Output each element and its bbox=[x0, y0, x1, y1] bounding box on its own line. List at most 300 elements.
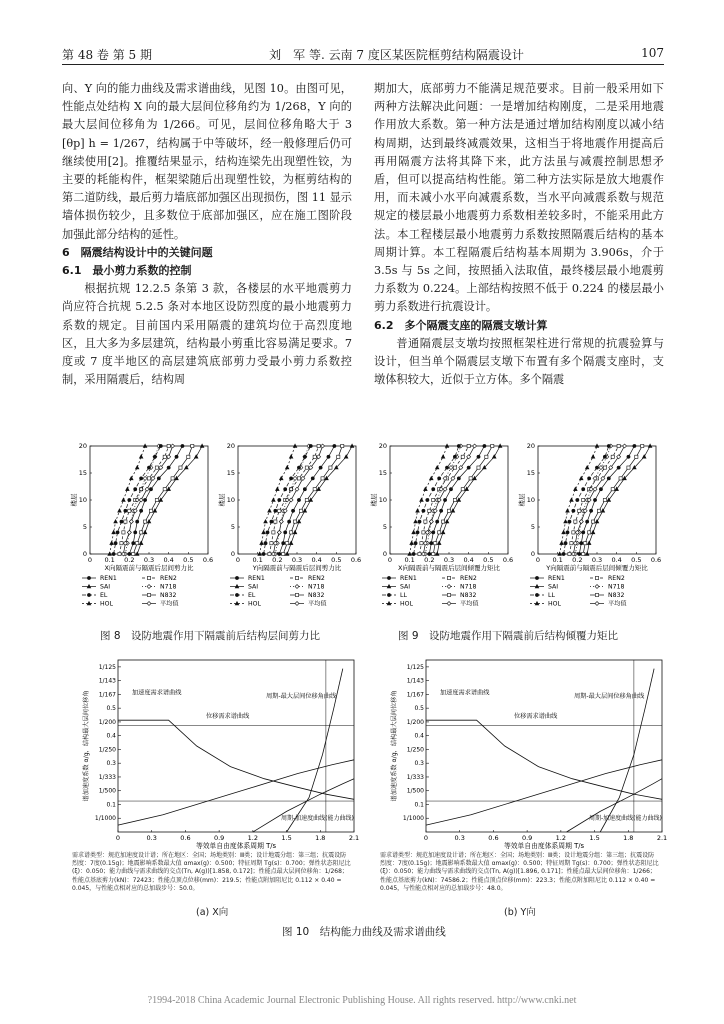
data-point bbox=[134, 488, 137, 491]
data-point bbox=[279, 520, 283, 524]
x-tick-label: 1.5 bbox=[589, 834, 600, 842]
data-point bbox=[420, 498, 424, 501]
y-tick-label: 1/250 bbox=[406, 746, 424, 754]
x-tick-label: 1.5 bbox=[281, 834, 292, 842]
data-point bbox=[420, 542, 423, 545]
x-tick-label: 0.2 bbox=[124, 556, 135, 564]
data-point bbox=[599, 466, 603, 470]
data-point bbox=[272, 531, 275, 534]
y-tick-label: 0.4 bbox=[414, 732, 424, 740]
y-tick-label: 20 bbox=[78, 442, 87, 451]
x-tick-label: 0 bbox=[235, 556, 241, 564]
data-point bbox=[430, 542, 433, 545]
figure-10-caption: 图 10 结构能力曲线及需求谱曲线 bbox=[282, 926, 446, 938]
legend-label: 平均值 bbox=[308, 600, 327, 608]
legend-label: N718 bbox=[608, 583, 625, 591]
data-point bbox=[285, 466, 289, 469]
legend-marker bbox=[447, 602, 451, 606]
y-tick-label: 0 bbox=[230, 550, 235, 559]
data-point bbox=[416, 509, 420, 512]
data-point bbox=[485, 455, 488, 458]
data-point bbox=[278, 552, 281, 555]
y-tick-label: 0 bbox=[382, 550, 387, 559]
data-point bbox=[587, 541, 591, 544]
data-point bbox=[426, 498, 429, 501]
data-point bbox=[163, 455, 166, 458]
legend-marker bbox=[447, 576, 450, 579]
data-point bbox=[321, 477, 324, 480]
data-point bbox=[122, 531, 125, 534]
legend-marker bbox=[87, 593, 90, 596]
legend-marker bbox=[295, 585, 299, 589]
data-point bbox=[114, 542, 117, 545]
data-point bbox=[127, 530, 131, 534]
data-point bbox=[590, 509, 593, 512]
data-point bbox=[128, 509, 131, 512]
y-tick-label: 1/200 bbox=[98, 718, 116, 726]
data-point bbox=[593, 498, 596, 501]
data-point bbox=[327, 455, 330, 458]
y-tick-label: 1/500 bbox=[406, 787, 424, 795]
section-heading: 6.2 多个隔震支座的隔震支墩计算 bbox=[374, 318, 548, 332]
copyright-footer: ?1994-2018 China Academic Journal Electronic Publishing House. All rights reserved. http://www.cnki.net bbox=[147, 995, 577, 1006]
data-point bbox=[453, 455, 456, 458]
data-point bbox=[477, 466, 480, 469]
story-chart bbox=[517, 442, 661, 608]
legend-marker bbox=[387, 593, 390, 596]
data-point bbox=[449, 488, 452, 491]
data-point bbox=[187, 455, 190, 458]
data-point bbox=[442, 520, 445, 523]
data-point bbox=[492, 455, 496, 458]
header-rule bbox=[62, 64, 664, 65]
section-heading: 6 隔震结构设计中的关键问题 bbox=[62, 245, 213, 259]
right-column bbox=[374, 80, 664, 389]
data-point bbox=[114, 520, 118, 523]
data-point bbox=[432, 552, 435, 555]
legend-marker bbox=[535, 576, 538, 579]
data-point bbox=[451, 509, 455, 512]
data-point bbox=[139, 455, 143, 458]
story-chart bbox=[369, 442, 513, 608]
x-tick-label: 0.3 bbox=[146, 834, 157, 842]
data-point bbox=[136, 542, 139, 545]
data-point bbox=[429, 520, 433, 524]
legend-label: REN2 bbox=[460, 575, 477, 583]
data-point bbox=[153, 509, 157, 512]
data-point bbox=[436, 520, 439, 523]
data-point bbox=[274, 520, 277, 523]
data-point bbox=[289, 541, 293, 544]
data-point bbox=[584, 542, 587, 545]
data-point bbox=[260, 541, 264, 544]
data-point bbox=[412, 552, 415, 555]
legend-marker bbox=[447, 593, 450, 596]
data-point bbox=[120, 542, 123, 545]
x-tick-label: 0.9 bbox=[521, 834, 533, 842]
x-axis-label: Y向隔震前与隔震后层间倾覆力矩比 bbox=[546, 564, 648, 572]
data-point bbox=[580, 542, 583, 545]
x-tick-label: 0.5 bbox=[483, 556, 494, 564]
y-tick-label: 10 bbox=[378, 496, 387, 505]
figure-10-svg bbox=[62, 654, 668, 854]
legend-label: SAI bbox=[400, 583, 411, 591]
data-point bbox=[276, 487, 280, 490]
x-tick-label: 0.3 bbox=[143, 556, 155, 564]
data-point bbox=[588, 531, 591, 534]
data-point bbox=[140, 477, 143, 480]
y-tick-label: 5 bbox=[230, 523, 235, 532]
legend-label: EL bbox=[248, 592, 256, 600]
data-point bbox=[136, 520, 139, 523]
data-point bbox=[303, 488, 306, 491]
data-point bbox=[461, 488, 464, 491]
legend-label: 平均值 bbox=[460, 600, 479, 608]
data-point bbox=[262, 552, 265, 555]
data-point bbox=[418, 520, 421, 523]
y-tick-label: 0.5 bbox=[414, 705, 424, 713]
data-point bbox=[313, 455, 316, 458]
legend-label: N832 bbox=[308, 592, 325, 600]
data-point bbox=[432, 498, 435, 501]
data-point bbox=[597, 509, 600, 512]
data-point bbox=[633, 444, 636, 447]
data-point bbox=[579, 476, 583, 479]
data-point bbox=[134, 531, 137, 534]
legend-label: N832 bbox=[160, 592, 177, 600]
data-point bbox=[434, 542, 437, 545]
data-point bbox=[447, 509, 450, 512]
data-point bbox=[617, 466, 620, 469]
plot-frame bbox=[118, 660, 354, 832]
data-point bbox=[155, 498, 158, 501]
data-point bbox=[290, 531, 293, 534]
data-point bbox=[578, 509, 581, 512]
capacity-chart bbox=[82, 660, 359, 850]
data-point bbox=[293, 520, 296, 523]
data-point bbox=[278, 498, 281, 501]
data-point bbox=[124, 509, 127, 512]
data-point bbox=[595, 520, 599, 523]
x-tick-label: 0.2 bbox=[272, 556, 283, 564]
data-point bbox=[128, 552, 131, 555]
data-point bbox=[469, 477, 472, 480]
legend-label: REN2 bbox=[160, 575, 177, 583]
data-point bbox=[319, 466, 322, 469]
data-point bbox=[562, 530, 566, 533]
y-tick-label: 20 bbox=[526, 442, 535, 451]
series-line-加速度需求谱曲线 bbox=[118, 720, 354, 799]
data-point bbox=[135, 466, 139, 469]
article-running-title: 刘 军 等. 云南 7 度区某医院框剪结构隔震设计 bbox=[269, 48, 524, 62]
x-tick-label: 0.6 bbox=[350, 556, 362, 564]
x-tick-label: 0 bbox=[87, 556, 93, 564]
running-header bbox=[62, 46, 664, 63]
x-tick-label: 0 bbox=[423, 834, 429, 842]
data-point bbox=[264, 520, 268, 523]
data-point bbox=[449, 466, 453, 470]
y-tick-label: 1/250 bbox=[98, 746, 116, 754]
curve-label-disp: 位移需求谱曲线 bbox=[206, 713, 250, 721]
data-point bbox=[428, 509, 431, 512]
section-heading: 6.1 最小剪力系数的控制 bbox=[62, 264, 192, 278]
x-tick-label: 2.1 bbox=[348, 834, 360, 842]
x-tick-label: 0.3 bbox=[443, 556, 455, 564]
data-point bbox=[428, 552, 431, 555]
legend-label: SAI bbox=[248, 583, 259, 591]
legend-marker bbox=[147, 593, 150, 596]
data-point bbox=[149, 509, 152, 512]
x-tick-label: 0 bbox=[115, 834, 121, 842]
data-point bbox=[341, 444, 344, 447]
data-point bbox=[139, 498, 143, 502]
y-tick-label: 1/125 bbox=[406, 663, 424, 671]
curve-label-accel: 加速度需求谱曲线 bbox=[132, 689, 182, 697]
data-point bbox=[143, 530, 147, 533]
x-tick-label: 0.4 bbox=[311, 556, 322, 564]
y-tick-label: 1/167 bbox=[98, 691, 116, 699]
legend-label: 平均值 bbox=[160, 600, 179, 608]
legend-marker bbox=[595, 585, 599, 589]
x-tick-label: 0.9 bbox=[213, 834, 225, 842]
data-point bbox=[424, 520, 427, 523]
y-tick-label: 15 bbox=[378, 469, 387, 478]
legend-label: HOL bbox=[548, 600, 561, 608]
data-point bbox=[623, 444, 627, 448]
capacity-chart bbox=[390, 660, 667, 850]
x-axis-label: Y向隔震前与隔震后层间剪力比 bbox=[252, 564, 342, 572]
data-point bbox=[422, 509, 425, 512]
data-point bbox=[112, 530, 116, 533]
data-point bbox=[582, 488, 585, 491]
y-axis-label: 楼层 bbox=[518, 493, 526, 507]
y-tick-label: 5 bbox=[82, 523, 87, 532]
y-tick-label: 1/125 bbox=[98, 663, 116, 671]
data-point bbox=[416, 531, 419, 534]
data-point bbox=[438, 477, 441, 480]
legend-marker bbox=[147, 602, 151, 606]
data-point bbox=[441, 455, 445, 458]
data-point bbox=[641, 444, 644, 447]
data-point bbox=[317, 444, 320, 447]
data-point bbox=[443, 498, 446, 501]
data-point bbox=[344, 455, 348, 458]
y-axis-label: 谱加速度系数 α/g，结构最大层间位移角 bbox=[391, 690, 398, 802]
data-point bbox=[574, 487, 578, 490]
data-point bbox=[603, 455, 606, 458]
data-point bbox=[586, 520, 589, 523]
data-point bbox=[461, 455, 464, 458]
journal-volume: 第 48 卷 第 5 期 bbox=[62, 48, 152, 62]
data-point bbox=[288, 520, 291, 523]
data-point bbox=[110, 541, 114, 544]
legend-label: SAI bbox=[100, 583, 111, 591]
data-point bbox=[418, 552, 421, 555]
figure-10a-sublabel: (a) X向 bbox=[196, 907, 229, 918]
y-tick-label: 1/143 bbox=[98, 677, 116, 685]
data-point bbox=[122, 498, 126, 501]
legend-label: REN2 bbox=[308, 575, 325, 583]
data-point bbox=[297, 477, 300, 480]
data-point bbox=[274, 509, 277, 512]
data-point bbox=[566, 509, 570, 512]
legend-marker bbox=[295, 576, 298, 579]
data-point bbox=[424, 487, 428, 490]
legend-marker bbox=[235, 593, 238, 596]
figure-8-9-row bbox=[62, 432, 664, 642]
legend-marker bbox=[295, 602, 299, 606]
y-tick-label: 10 bbox=[78, 496, 87, 505]
data-point bbox=[112, 552, 115, 555]
data-point bbox=[147, 477, 150, 480]
x-tick-label: 1.8 bbox=[315, 834, 326, 842]
x-tick-label: 0.2 bbox=[424, 556, 435, 564]
data-point bbox=[313, 488, 316, 491]
legend-label: 平均值 bbox=[608, 600, 627, 608]
x-tick-label: 0.1 bbox=[252, 556, 263, 564]
data-point bbox=[279, 476, 283, 479]
data-point bbox=[578, 552, 581, 555]
data-point bbox=[422, 531, 425, 534]
data-point bbox=[293, 476, 297, 480]
data-point bbox=[129, 520, 133, 524]
x-tick-label: 1.2 bbox=[555, 834, 567, 842]
data-point bbox=[159, 444, 162, 447]
y-tick-label: 1/167 bbox=[406, 691, 424, 699]
data-point bbox=[321, 444, 325, 448]
data-point bbox=[435, 466, 439, 469]
data-point bbox=[585, 466, 589, 469]
data-point bbox=[278, 509, 281, 512]
legend-marker bbox=[595, 593, 598, 596]
data-point bbox=[572, 531, 575, 534]
data-point bbox=[284, 531, 287, 534]
data-point bbox=[126, 487, 130, 490]
data-point bbox=[270, 520, 273, 523]
y-tick-label: 0 bbox=[530, 550, 535, 559]
data-point bbox=[591, 530, 595, 533]
x-tick-label: 0.3 bbox=[291, 556, 303, 564]
x-tick-label: 0.2 bbox=[572, 556, 583, 564]
data-point bbox=[305, 466, 308, 469]
plot-frame bbox=[90, 446, 208, 554]
data-point bbox=[297, 498, 300, 501]
data-point bbox=[130, 476, 134, 479]
series-line-平均值 bbox=[423, 446, 474, 554]
curve-label-capacity: 周期-加速度曲线(能力曲线) bbox=[280, 814, 354, 822]
x-axis-label: 等效单自由度体系周期 T/s bbox=[195, 842, 277, 850]
page-number: 107 bbox=[641, 46, 664, 60]
legend-label: N718 bbox=[460, 583, 477, 591]
data-point bbox=[264, 542, 267, 545]
data-point bbox=[140, 531, 143, 534]
x-tick-label: 0.4 bbox=[611, 556, 622, 564]
y-tick-label: 10 bbox=[226, 496, 235, 505]
y-tick-label: 0.5 bbox=[106, 705, 116, 713]
legend-label: N718 bbox=[308, 583, 325, 591]
data-point bbox=[564, 542, 567, 545]
x-tick-label: 0.5 bbox=[183, 556, 194, 564]
y-tick-label: 15 bbox=[78, 469, 87, 478]
plot-frame bbox=[238, 446, 356, 554]
plot-frame bbox=[538, 446, 656, 554]
legend-label: N832 bbox=[460, 592, 477, 600]
data-point bbox=[574, 520, 577, 523]
data-point bbox=[457, 444, 460, 447]
data-point bbox=[155, 466, 158, 469]
x-tick-label: 0.6 bbox=[488, 834, 499, 842]
y-tick-label: 1/1000 bbox=[402, 815, 424, 823]
data-point bbox=[591, 455, 595, 458]
legend-label: N832 bbox=[608, 592, 625, 600]
x-tick-label: 2.1 bbox=[656, 834, 668, 842]
data-point bbox=[266, 531, 269, 534]
y-tick-label: 15 bbox=[226, 469, 235, 478]
data-point bbox=[153, 455, 156, 458]
data-point bbox=[167, 466, 170, 469]
x-tick-label: 1.2 bbox=[247, 834, 259, 842]
paragraph: 期加大，底部剪力不能满足规范要求。目前一般采用如下两种方法解决此问题：一是增加结构刚度，二是采用地震作用放大系数。第一种方法是通过增加结构刚度以减小结构周期，达到最终减震效果，这相当于将地震作用提高后再用隔震方法将其降下来，此方法虽与减震控制思想矛盾，但可以提高结构性能。第二种方法实际是放大地震作用，而未减小水平向减震系数，当水平向减震系数与规范规定的楼层最小地震剪力系数相差较多时，不能采用此方法。本工程楼层最小地震剪力系数按照隔震后结构的基本周期计算。本工程隔震后结构基本周期为 3.906s，介于 3.5s 与 5s 之间，按照插入法取值，最终楼层最小地震剪力系数为 0.224。上部结构按照不低于 0.224 的楼层最小剪力系数进行抗震设计。 bbox=[374, 82, 664, 314]
x-tick-label: 0.4 bbox=[463, 556, 474, 564]
legend-label: REN1 bbox=[548, 575, 565, 583]
y-tick-label: 15 bbox=[526, 469, 535, 478]
data-point bbox=[603, 498, 606, 501]
x-tick-label: 0 bbox=[387, 556, 393, 564]
y-tick-label: 1/200 bbox=[406, 718, 424, 726]
curve-label-capacity: 周期-加速度曲线(能力曲线) bbox=[588, 814, 662, 822]
data-point bbox=[297, 520, 301, 523]
data-point bbox=[414, 542, 417, 545]
curve-label-drift: 周期-最大层间位移角曲线 bbox=[266, 692, 337, 700]
data-point bbox=[579, 520, 583, 524]
data-point bbox=[282, 552, 285, 555]
data-point bbox=[412, 530, 416, 533]
left-column bbox=[62, 80, 352, 389]
x-tick-label: 0.1 bbox=[552, 556, 563, 564]
y-tick-label: 20 bbox=[226, 442, 235, 451]
series-line-N832 bbox=[583, 446, 642, 554]
data-point bbox=[171, 444, 175, 448]
series-line-周期-加速度曲线(能力曲线) bbox=[567, 779, 663, 832]
data-point bbox=[617, 444, 620, 447]
legend-label: REN1 bbox=[400, 575, 417, 583]
legend-marker bbox=[595, 602, 599, 606]
data-point bbox=[268, 552, 271, 555]
data-point bbox=[566, 531, 569, 534]
series-line-平均值 bbox=[573, 446, 624, 554]
data-point bbox=[564, 520, 568, 523]
x-tick-label: 0.6 bbox=[650, 556, 662, 564]
data-point bbox=[163, 488, 166, 491]
figure-10b-note: 需求谱类型：规范加速度设计谱；所在地区：全国；场地类别：Ⅲ类；设计地震分组：第三组；抗震设防烈度：7度(0.15g)；地震影响系数最大值 αmax(g)：0.500；特征周期 Tg(s)：0.700；弹性状态阻尼比(ξ)：0.050；能力曲线与需求曲线的交点(Tn, A(g))[1.896, 0.171]；性能点最大层间位移角：1/266；性能点基底剪力(kN)：74586.2；性能点顶点位移(mm)：223.3；性能点附加阻尼比 0.112 × 0.40 = 0.045，与性能点相对应的总加载步号：48.0。 bbox=[380, 852, 659, 892]
data-point bbox=[572, 509, 575, 512]
series-line-SAI bbox=[287, 446, 352, 554]
data-point bbox=[143, 476, 147, 480]
data-point bbox=[611, 455, 614, 458]
data-point bbox=[305, 498, 308, 501]
data-point bbox=[139, 541, 143, 544]
figure-8-9-svg bbox=[62, 432, 664, 642]
data-point bbox=[277, 530, 281, 534]
y-tick-label: 1/143 bbox=[406, 677, 424, 685]
data-point bbox=[179, 466, 182, 469]
data-point bbox=[299, 509, 302, 512]
data-point bbox=[311, 477, 314, 480]
data-point bbox=[175, 455, 178, 458]
legend-label: REN1 bbox=[248, 575, 265, 583]
data-point bbox=[303, 509, 307, 512]
curve-label-disp: 位移需求谱曲线 bbox=[514, 713, 558, 721]
